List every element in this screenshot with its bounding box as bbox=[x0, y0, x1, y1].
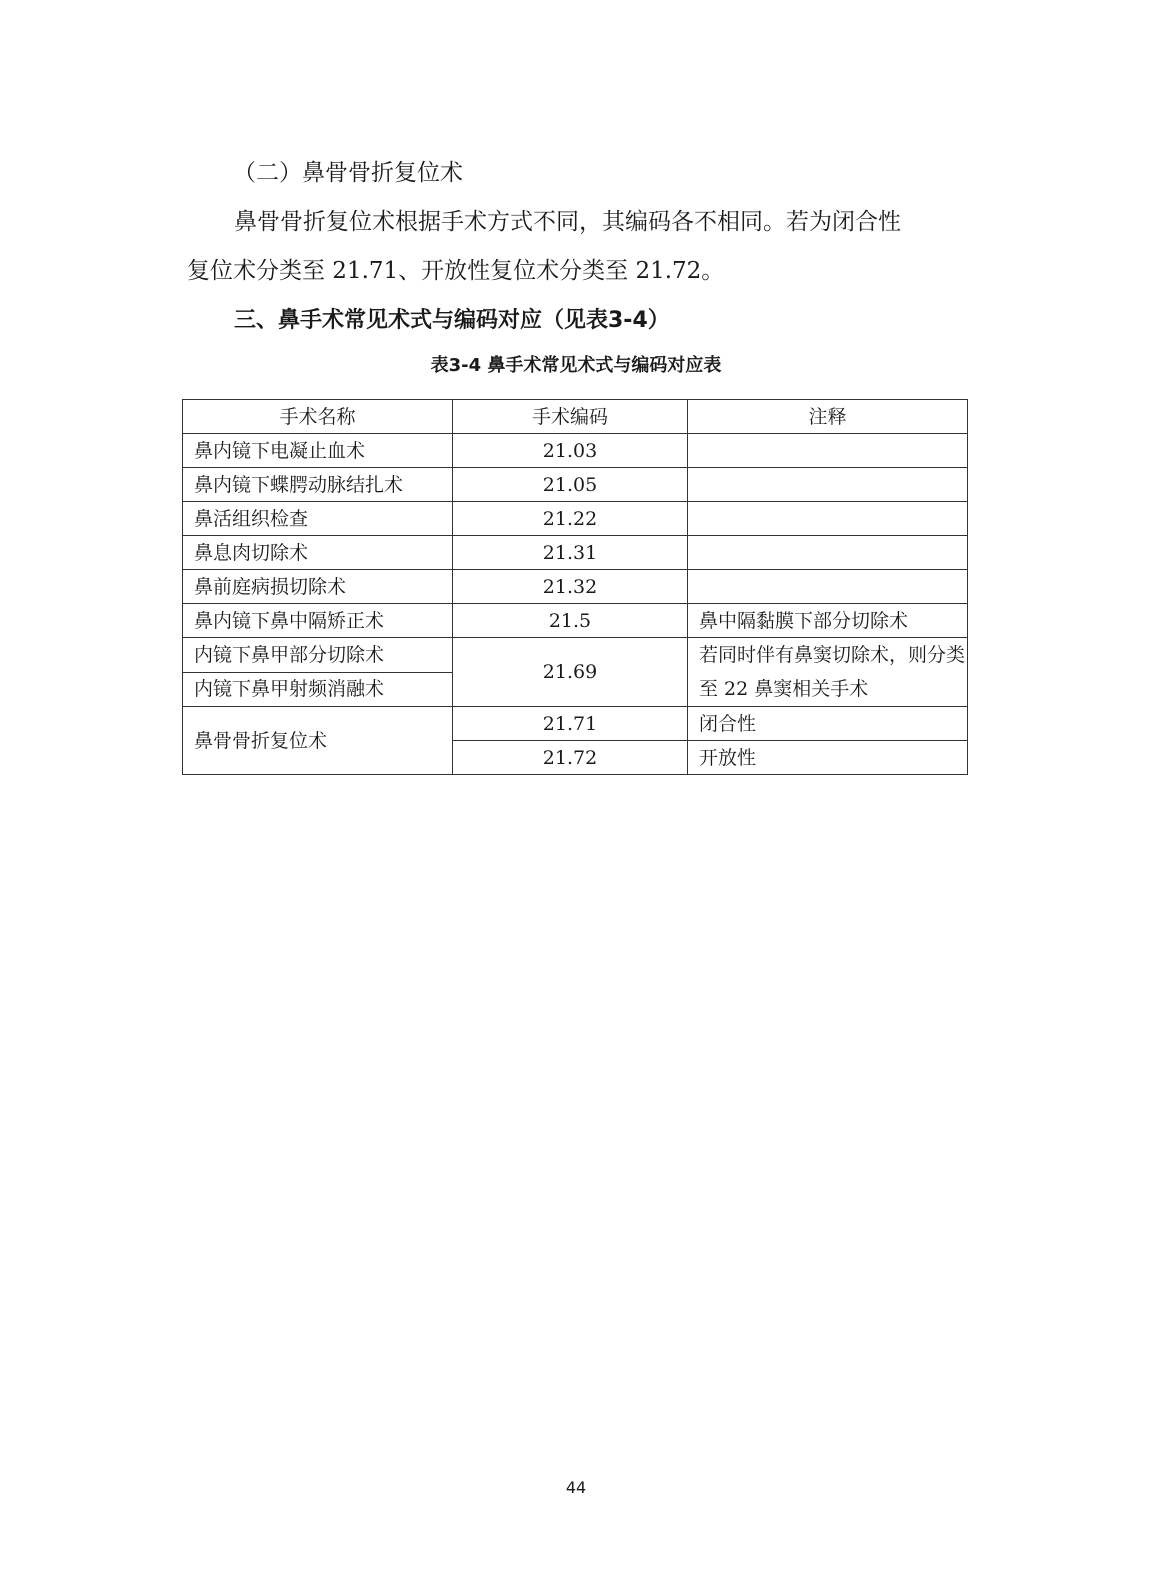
note-cell: 开放性 bbox=[688, 741, 968, 775]
table-row bbox=[183, 434, 968, 468]
procedure-code-cell: 21.71 bbox=[453, 707, 688, 741]
header-procedure-name: 手术名称 bbox=[183, 400, 453, 434]
table-row bbox=[183, 536, 968, 570]
procedure-code-cell: 21.31 bbox=[453, 536, 688, 570]
procedure-name-cell: 鼻前庭病损切除术 bbox=[183, 570, 453, 604]
table-row bbox=[183, 502, 968, 536]
table-caption: 表3-4 鼻手术常见术式与编码对应表 bbox=[430, 355, 722, 376]
note-cell bbox=[688, 570, 968, 604]
procedure-name-cell: 鼻内镜下电凝止血术 bbox=[183, 434, 453, 468]
section-heading: 三、鼻手术常见术式与编码对应（见表3-4） bbox=[234, 308, 670, 333]
subsection-heading: （二）鼻骨骨折复位术 bbox=[233, 160, 463, 186]
procedure-name-cell: 鼻息肉切除术 bbox=[183, 536, 453, 570]
procedure-name-cell: 鼻活组织检查 bbox=[183, 502, 453, 536]
paragraph-line-1: 鼻骨骨折复位术根据手术方式不同，其编码各不相同。若为闭合性 bbox=[234, 209, 901, 235]
procedure-code-cell: 21.5 bbox=[453, 604, 688, 638]
procedure-code-table bbox=[182, 399, 968, 775]
header-note: 注释 bbox=[688, 400, 968, 434]
procedure-code-cell: 21.32 bbox=[453, 570, 688, 604]
table-header-row bbox=[183, 400, 968, 434]
note-cell bbox=[688, 536, 968, 570]
table-row bbox=[183, 638, 968, 673]
procedure-code-cell: 21.69 bbox=[453, 638, 688, 707]
procedure-name-cell: 鼻内镜下蝶腭动脉结扎术 bbox=[183, 468, 453, 502]
procedure-name-cell: 内镜下鼻甲部分切除术 bbox=[183, 638, 453, 673]
table-row bbox=[183, 604, 968, 638]
note-cell bbox=[688, 468, 968, 502]
procedure-name-cell: 鼻骨骨折复位术 bbox=[183, 707, 453, 775]
procedure-name-cell: 鼻内镜下鼻中隔矫正术 bbox=[183, 604, 453, 638]
procedure-code-cell: 21.03 bbox=[453, 434, 688, 468]
procedure-code-cell: 21.05 bbox=[453, 468, 688, 502]
note-cell: 闭合性 bbox=[688, 707, 968, 741]
note-cell bbox=[688, 434, 968, 468]
note-cell bbox=[688, 502, 968, 536]
procedure-code-cell: 21.72 bbox=[453, 741, 688, 775]
note-cell: 鼻中隔黏膜下部分切除术 bbox=[688, 604, 968, 638]
procedure-code-cell: 21.22 bbox=[453, 502, 688, 536]
paragraph-line-2: 复位术分类至 21.71、开放性复位术分类至 21.72。 bbox=[187, 258, 725, 284]
header-procedure-code: 手术编码 bbox=[453, 400, 688, 434]
table-row bbox=[183, 570, 968, 604]
note-cell: 若同时伴有鼻窦切除术，则分类至 22 鼻窦相关手术 bbox=[688, 638, 968, 707]
table-row bbox=[183, 707, 968, 741]
procedure-name-cell: 内镜下鼻甲射频消融术 bbox=[183, 672, 453, 707]
table-row bbox=[183, 468, 968, 502]
page-number: 44 bbox=[565, 1478, 587, 1497]
